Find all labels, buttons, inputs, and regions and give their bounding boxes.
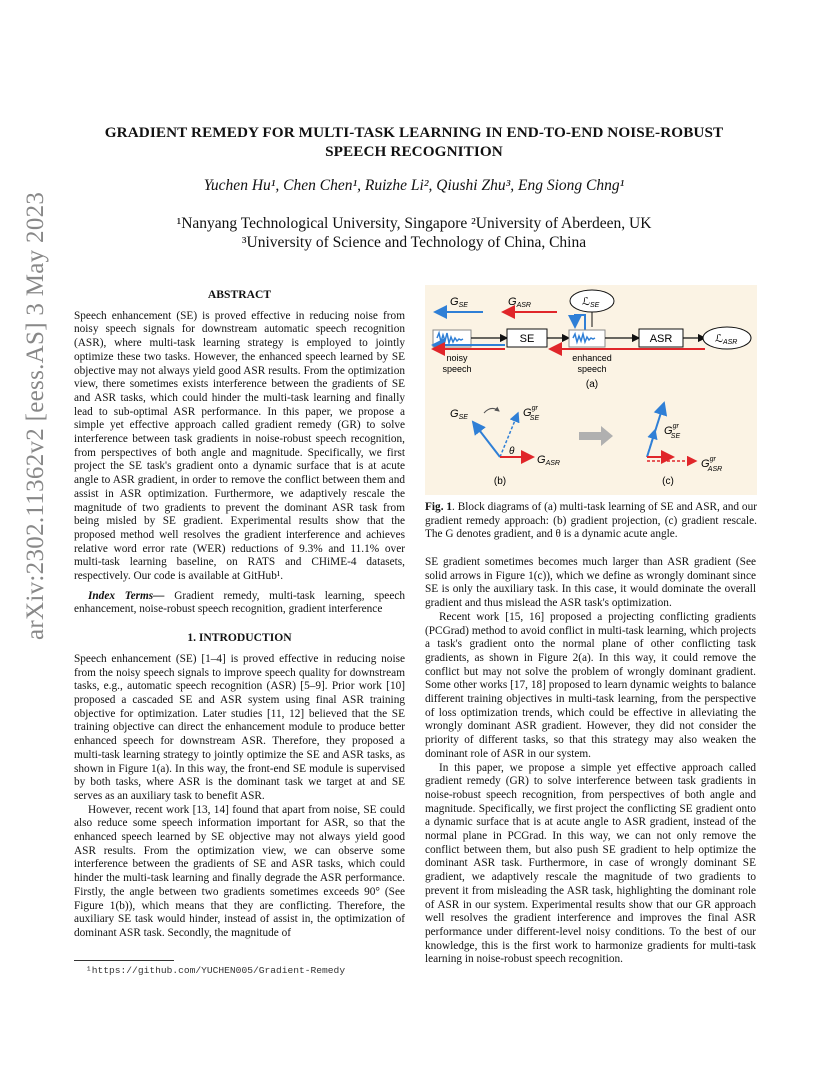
figure-1-caption [425, 501, 757, 542]
noisy-label-2: speech [442, 364, 472, 374]
abstract-heading: ABSTRACT [207, 288, 272, 301]
right-paragraph-1: SE gradient sometimes becomes much larger than ASR gradient (See solid arrows in Figure 1(c)), which we define as wrongly dominant since SE is only the auxiliary task. In this case, it would dominate the overall gradient and thus mislead the ASR task's optimization. [425, 556, 756, 610]
figure-1 [425, 285, 757, 495]
g-se-label-b: GSE [450, 408, 468, 421]
affiliations-line-1: ¹Nanyang Technological University, Singapore ²University of Aberdeen, UK [176, 215, 652, 232]
g-se-arrow-b [473, 422, 500, 457]
footnote-rule [74, 960, 174, 961]
g-se-gr-label-b: $G^{gr}$ SE [523, 405, 540, 422]
footnote-github-link[interactable]: ¹https://github.com/YUCHEN005/Gradient-Remedy [86, 965, 346, 976]
noisy-label-1: noisy [446, 353, 468, 363]
arxiv-identifier: arXiv:2302.11362v2 [eess.AS] 3 May 2023 [22, 191, 49, 640]
g-se-label-a: GSE [450, 296, 468, 309]
caption-label: Fig. 1 [425, 501, 453, 513]
l-se-label: ℒSE [582, 296, 600, 309]
theta-label: θ [509, 446, 515, 457]
transition-arrow-icon [579, 426, 613, 446]
index-terms [74, 590, 405, 617]
index-terms-text: Gradient remedy, multi-task learning, speech enhancement, noise-robust speech recognition, gradient interference [74, 589, 405, 616]
figure-1-diagram [425, 285, 757, 495]
subfigure-c-label: (c) [662, 476, 674, 487]
g-asr-gr-label-c: $G^{gr}$ ASR [701, 456, 723, 473]
author-list: Yuchen Hu¹, Chen Chen¹, Ruizhe Li², Qiushi Zhu³, Eng Siong Chng¹ [203, 177, 625, 194]
paper-title-line-2: SPEECH RECOGNITION [325, 143, 503, 160]
g-asr-label-b: GASR [537, 454, 560, 467]
right-column [425, 556, 756, 967]
g-asr-label-a: GASR [508, 296, 531, 309]
abstract-body: Speech enhancement (SE) is proved effective in reducing noise from noisy speech signals for downstream automatic speech recognition (ASR), where multi-task learning strategy is employed to jointly optimize these two tasks. However, the enhanced speech learned by SE objective may not always yield good ASR results. From the optimization view, there sometimes exists interference between the gradients of SE and ASR tasks, which could hinder the multi-task learning and finally lead to sub-optimal ASR performance. In this paper, we propose a simple yet effective approach called gradient remedy (GR) to solve interference between task gradients in noise-robust speech recognition, from perspectives of both angle and magnitude. Specifically, we first project the SE task's gradient onto a dynamic surface that is at acute angle to ASR gradient, in order to remove the conflict between them and assist in ASR optimization. Furthermore, we adaptively rescale the magnitude of two gradients to prevent the dominant ASR task from being misled by SE gradient. Experimental results show that the proposed method well resolves the gradient interference and achieves relative word error rate (WER) reductions of 9.3% and 11.1% over multi-task learning baseline, on RATS and CHiME-4 datasets, respectively. Our code is available at GitHub¹. [74, 309, 405, 583]
paper-title [60, 123, 768, 161]
index-terms-label: Index Terms— [88, 589, 165, 602]
right-paragraph-3: In this paper, we propose a simple yet effective approach called gradient remedy (GR) to solve interference between task gradients in noise-robust speech recognition, from perspectives of both angle and magnitude. Specifically, we first project the conflicting SE gradient onto a dynamic surface that is at acute angle to ASR gradient, instead of the normal plane in PCGrad. In this way, we can not only remove the conflict between them, but also push SE gradient to help optimize the dominant ASR task. Furthermore, in case of wrongly dominant SE gradient, we adaptively rescale the magnitude of two gradients to prevent it from misleading the ASR task, highlighting the dominant role of ASR in our system. Experimental results show that our GR approach well resolves the gradient interference and improves the final ASR performance under different-level noisy conditions. To the best of our knowledge, this is the first work to harmonize gradients for multi-task learning in noise-robust speech recognition. [425, 761, 756, 966]
g-se-gr-label-c: $G^{gr}$ SE [664, 423, 681, 440]
g-se-solid-arrow-c [647, 403, 664, 457]
left-column [74, 288, 405, 941]
right-paragraph-2: Recent work [15, 16] proposed a projecting conflicting gradients (PCGrad) method to avoid conflict in multi-task learning, which projects a task's gradient onto the normal plane of other conflicting task gradients, as shown in Figure 2(a). In this way, it could remove the conflict but may not solve the problem of wrongly dominant gradient. Some other works [17, 18] proposed to learn dynamic weights to balance different training objectives in multi-task learning, from the perspective of loss optimization trends, which could be effective in alleviating the wrongly dominant ASR gradient. However, they did not consider the priority of different tasks, so that this strategy may also weaken the dominant role of ASR in our system. [425, 610, 756, 760]
l-asr-label: ℒASR [715, 333, 738, 346]
enhanced-label-2: speech [577, 364, 607, 374]
caption-text: . Block diagrams of (a) multi-task learning of SE and ASR, and our gradient remedy approach: (b) gradient projection, (c) gradient rescale. The G denotes gradient, and θ is a dynamic acute angle. [425, 501, 757, 541]
subfigure-b-label: (b) [493, 476, 507, 487]
introduction-heading: 1. INTRODUCTION [187, 631, 292, 645]
intro-paragraph-1: Speech enhancement (SE) [1–4] is proved effective in reducing noise from the noisy speech signals to improve speech quality for downstream tasks, e.g., automatic speech recognition (ASR) [5–9]. Prior work [10] proposed a cascaded SE and ASR system using final ASR training objective for optimization. Later studies [11, 12] believed that the SE training objective can direct the enhancement module to produce better enhanced speech for downstream ASR. Therefore, they proposed a multi-task learning strategy to jointly optimize the SE and ASR tasks, as shown in Figure 1(a). In this way, the front-end SE module is supervised by both tasks, where ASR is the dominant task we target at and SE serves as an auxiliary task to benefit ASR. [74, 652, 405, 802]
subfigure-a-label: (a) [585, 379, 599, 390]
affiliations-line-2: ³University of Science and Technology of China, China [241, 234, 587, 251]
se-box-label: SE [519, 333, 535, 345]
enhanced-label-1: enhanced [572, 353, 612, 363]
asr-box-label: ASR [649, 333, 673, 345]
intro-paragraph-2: However, recent work [13, 14] found that apart from noise, SE could also reduce some speech information important for ASR, so that the enhanced speech learned by SE objective may not always yield good ASR results. From the optimization view, we can observe some interference between the gradients of SE and ASR tasks, which could hinder the multi-task learning and finally degrade the ASR performance. Firstly, the angle between two gradients sometimes exceeds 90° (See Figure 1(b)), which means that they are conflicting. Therefore, the auxiliary SE task would hinder, instead of assist in, the optimization of dominant ASR task. Secondly, the magnitude of [74, 803, 405, 939]
projection-arc [484, 408, 499, 413]
paper-title-line-1: GRADIENT REMEDY FOR MULTI-TASK LEARNING IN END-TO-END NOISE-ROBUST [104, 124, 724, 141]
